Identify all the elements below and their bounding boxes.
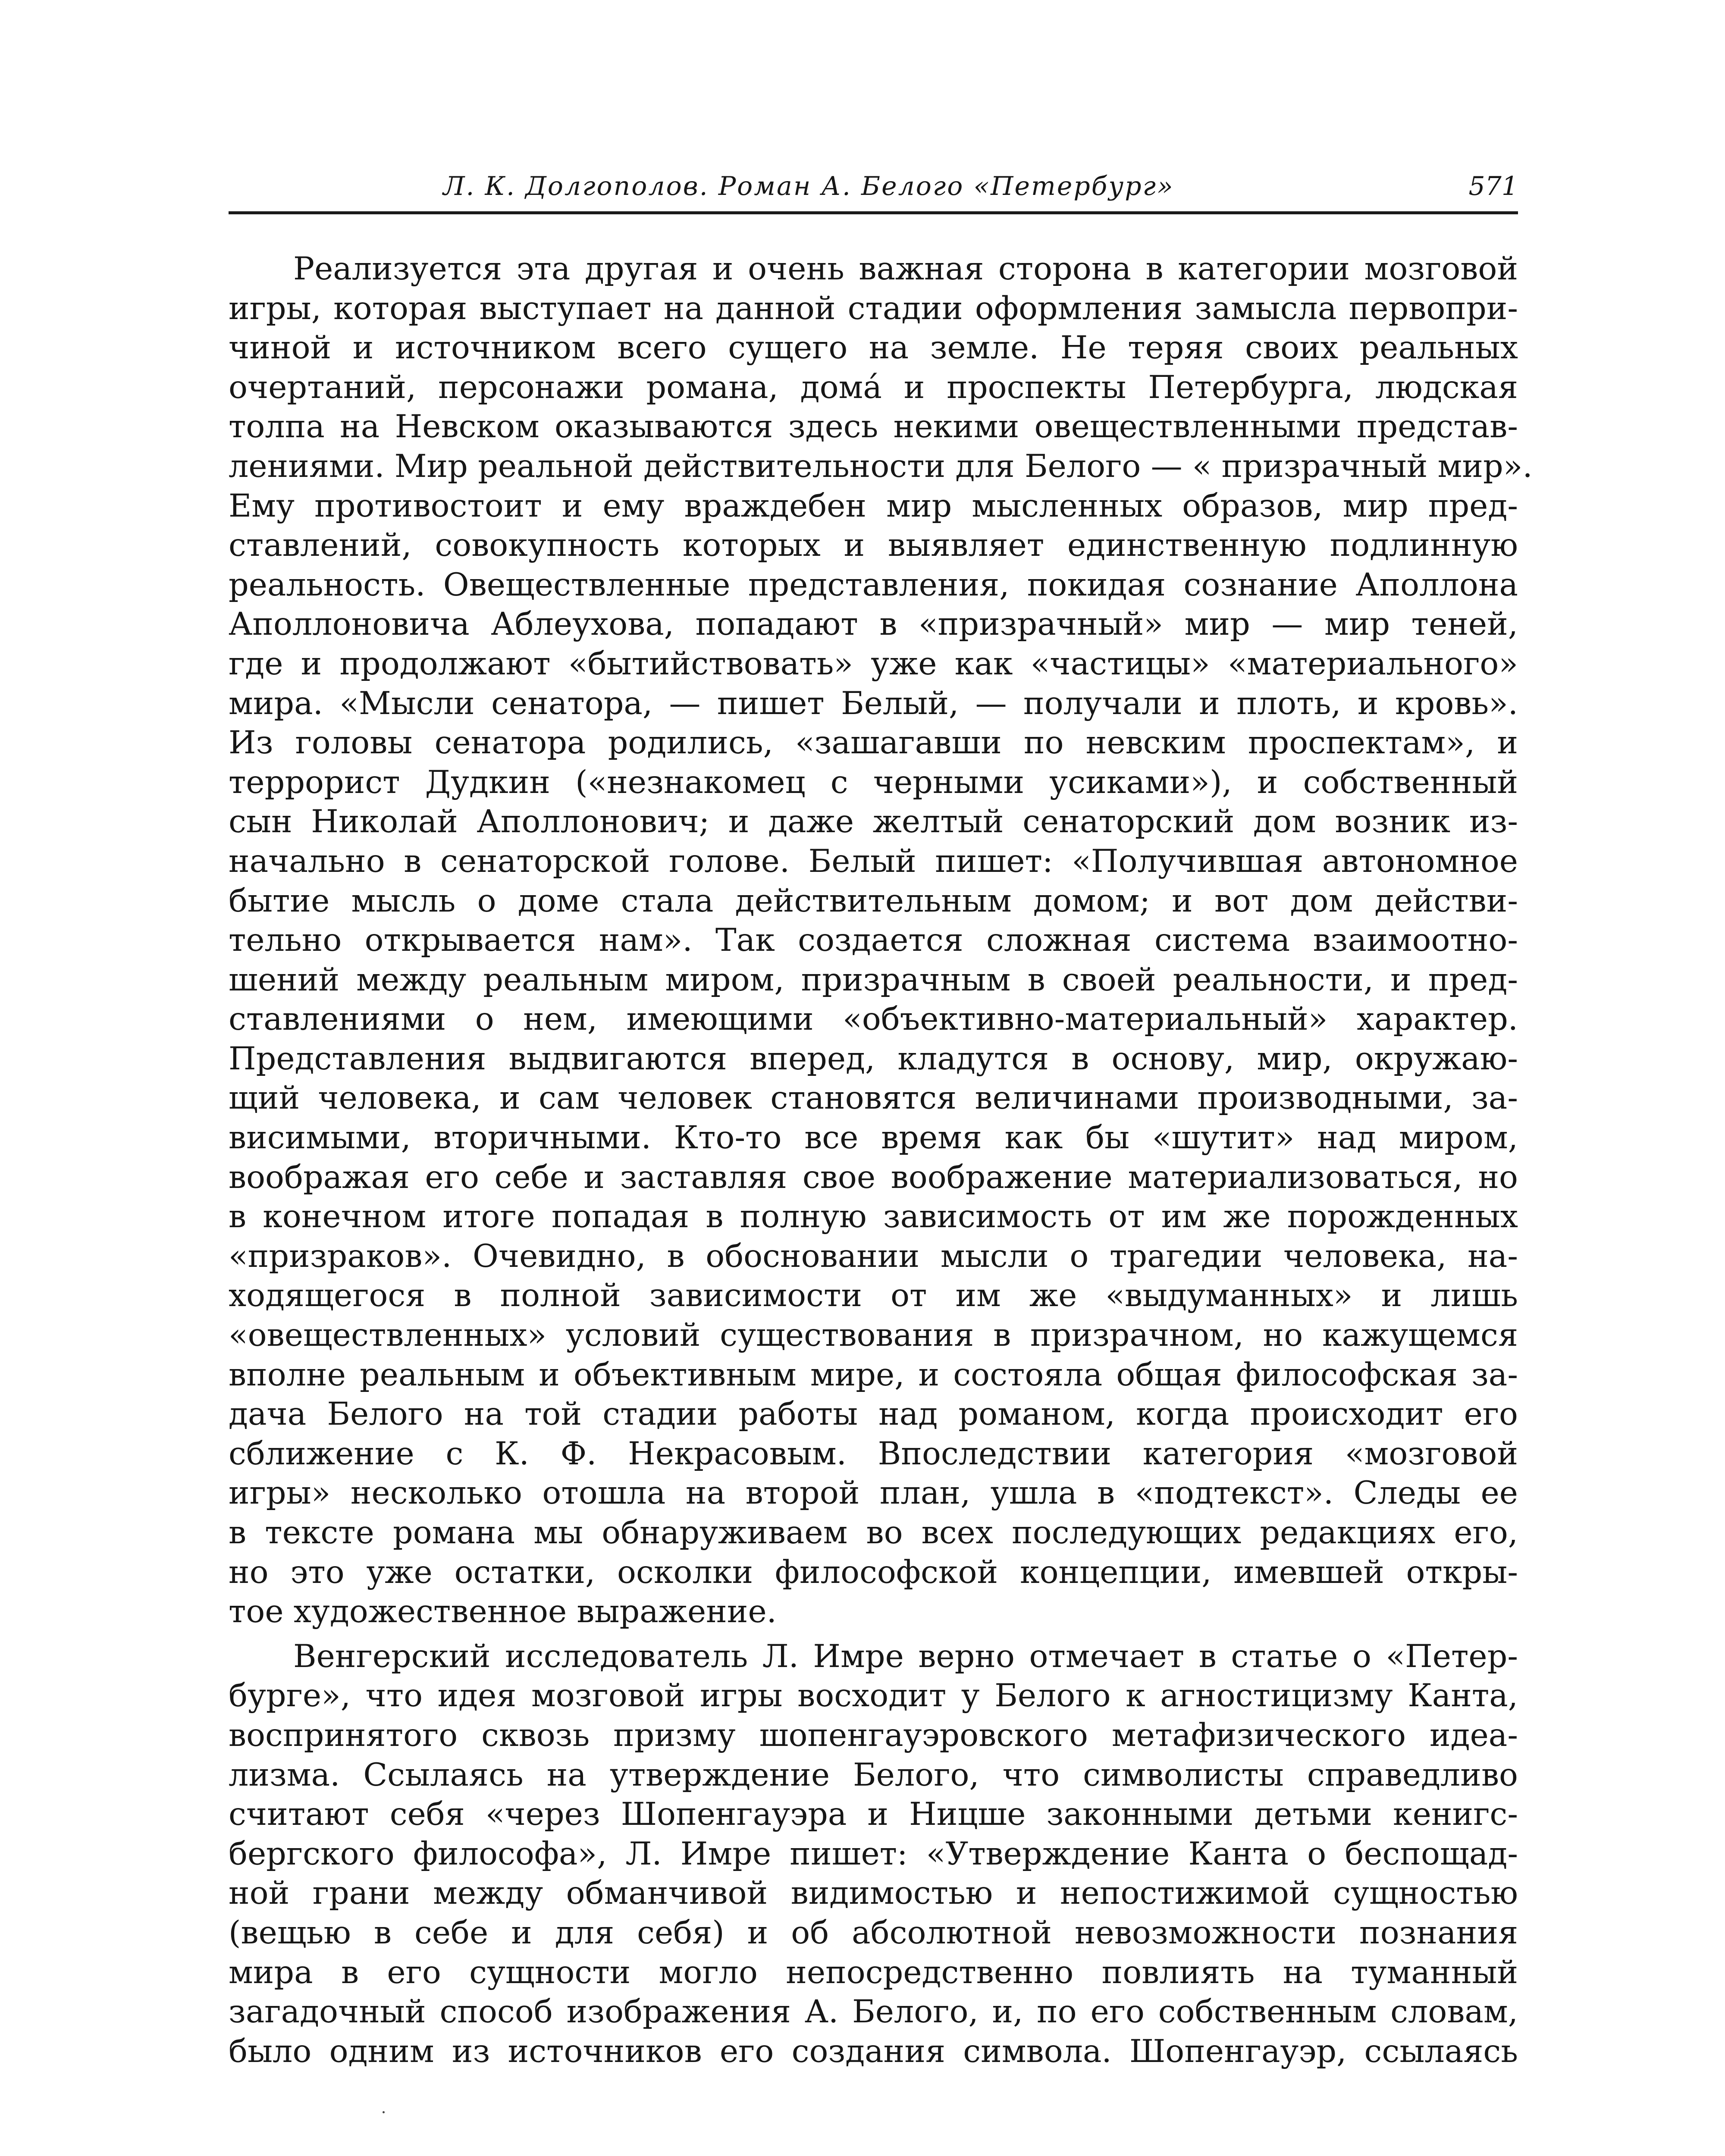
text-line: но это уже остатки, осколки философской концепции, имевшей откры-	[229, 1554, 1518, 1591]
running-title: Л. К. Долгополов. Роман А. Белого «Петербург»	[443, 171, 1174, 201]
text-line: в конечном итоге попадая в полную зависимость от им же порожденных	[229, 1198, 1518, 1235]
text-line: воспринятого сквозь призму шопенгауэровского метафизического идеа-	[229, 1717, 1518, 1754]
text-line: мира в его сущности могло непосредственно повлиять на туманный	[229, 1954, 1518, 1991]
text-line: (вещью в себе и для себя) и об абсолютной невозможности познания	[229, 1914, 1518, 1951]
text-line: было одним из источников его создания символа. Шопенгауэр, ссылаясь	[229, 2033, 1518, 2070]
paragraph-1	[229, 249, 1533, 1632]
text-line: висимыми, вторичными. Кто-то все время как бы «шутит» над миром,	[229, 1119, 1518, 1156]
text-line: ходящегося в полной зависимости от им же «выдуманных» и лишь	[229, 1277, 1518, 1314]
page-number: 571	[1468, 171, 1518, 201]
text-line: толпа на Невском оказываются здесь некими овеществленными представ-	[229, 408, 1518, 445]
text-line: начально в сенаторской голове. Белый пишет: «Получившая автономное	[229, 843, 1518, 880]
text-line: лениями. Мир реальной действительности для Белого — « призрачный мир».	[229, 448, 1533, 485]
text-line: игры» несколько отошла на второй план, ушла в «подтекст». Следы ее	[229, 1475, 1518, 1512]
text-line: Ему противостоит и ему враждебен мир мысленных образов, мир пред-	[229, 487, 1518, 524]
text-line: ставлений, совокупность которых и выявляет единственную подлинную	[229, 527, 1518, 564]
text-line: Представления выдвигаются вперед, кладутся в основу, мир, окружаю-	[229, 1040, 1518, 1077]
text-line: лизма. Ссылаясь на утверждение Белого, что символисты справедливо	[229, 1756, 1518, 1793]
text-line: реальность. Овеществленные представления, покидая сознание Аполлона	[229, 566, 1518, 603]
text-line: щий человека, и сам человек становятся величинами производными, за-	[229, 1080, 1518, 1117]
text-line: считают себя «через Шопенгауэра и Ницше законными детьми кенигс-	[229, 1796, 1518, 1833]
paragraph-2	[229, 1637, 1518, 2071]
text-line: очертаний, персонажи романа, домá и проспекты Петербурга, людская	[229, 369, 1518, 406]
text-line: дача Белого на той стадии работы над романом, когда происходит его	[229, 1396, 1518, 1433]
text-line: тельно открывается нам». Так создается сложная система взаимоотно-	[229, 922, 1518, 959]
text-line: мира. «Мысли сенатора, — пишет Белый, — получали и плоть, и кровь».	[229, 685, 1518, 722]
text-line: «овеществленных» условий существования в призрачном, но кажущемся	[229, 1317, 1518, 1354]
text-line: чиной и источником всего сущего на земле. Не теряя своих реальных	[229, 329, 1518, 367]
text-line: сын Николай Аполлонович; и даже желтый сенаторский дом возник из-	[229, 803, 1518, 840]
text-line: ной грани между обманчивой видимостью и непостижимой сущностью	[229, 1875, 1518, 1912]
text-line: «призраков». Очевидно, в обосновании мысли о трагедии человека, на-	[229, 1238, 1518, 1275]
text-line: Венгерский исследователь Л. Имре верно отмечает в статье о «Петер-	[293, 1638, 1518, 1675]
text-line: вполне реальным и объективным мире, и состояла общая философская за-	[229, 1356, 1518, 1393]
text-line: бытие мысль о доме стала действительным домом; и вот дом действи-	[229, 882, 1518, 919]
text-line: бурге», что идея мозговой игры восходит у Белого к агностицизму Канта,	[229, 1677, 1518, 1714]
text-line: ставлениями о нем, имеющими «объективно-материальный» характер.	[229, 1001, 1518, 1038]
text-line: шений между реальным миром, призрачным в своей реальности, и пред-	[229, 961, 1518, 998]
header-rule	[229, 211, 1518, 214]
text-line: загадочный способ изображения А. Белого, и, по его собственным словам,	[229, 1993, 1518, 2031]
body-text	[229, 249, 1533, 2071]
text-line: где и продолжают «бытийствовать» уже как «частицы» «материального»	[229, 645, 1518, 682]
text-line: Реализуется эта другая и очень важная сторона в категории мозговой	[293, 251, 1518, 287]
print-speck	[383, 2111, 385, 2113]
text-line: Аполлоновича Аблеухова, попадают в «призрачный» мир — мир теней,	[229, 606, 1518, 643]
running-head	[229, 166, 1518, 207]
text-line: игры, которая выступает на данной стадии оформления замысла первопри-	[229, 290, 1518, 327]
text-line: сближение с К. Ф. Некрасовым. Впоследствии категория «мозговой	[229, 1435, 1518, 1472]
text-line: Из головы сенатора родились, «зашагавши по невским проспектам», и	[229, 724, 1518, 761]
text-line: террорист Дудкин («незнакомец с черными усиками»), и собственный	[229, 764, 1518, 801]
text-line: в тексте романа мы обнаруживаем во всех последующих редакциях его,	[229, 1514, 1518, 1551]
text-line: воображая его себе и заставляя свое воображение материализоваться, но	[229, 1159, 1518, 1196]
text-line: бергского философа», Л. Имре пишет: «Утверждение Канта о беспощад-	[229, 1835, 1518, 1872]
text-line: тое художественное выражение.	[229, 1593, 777, 1630]
